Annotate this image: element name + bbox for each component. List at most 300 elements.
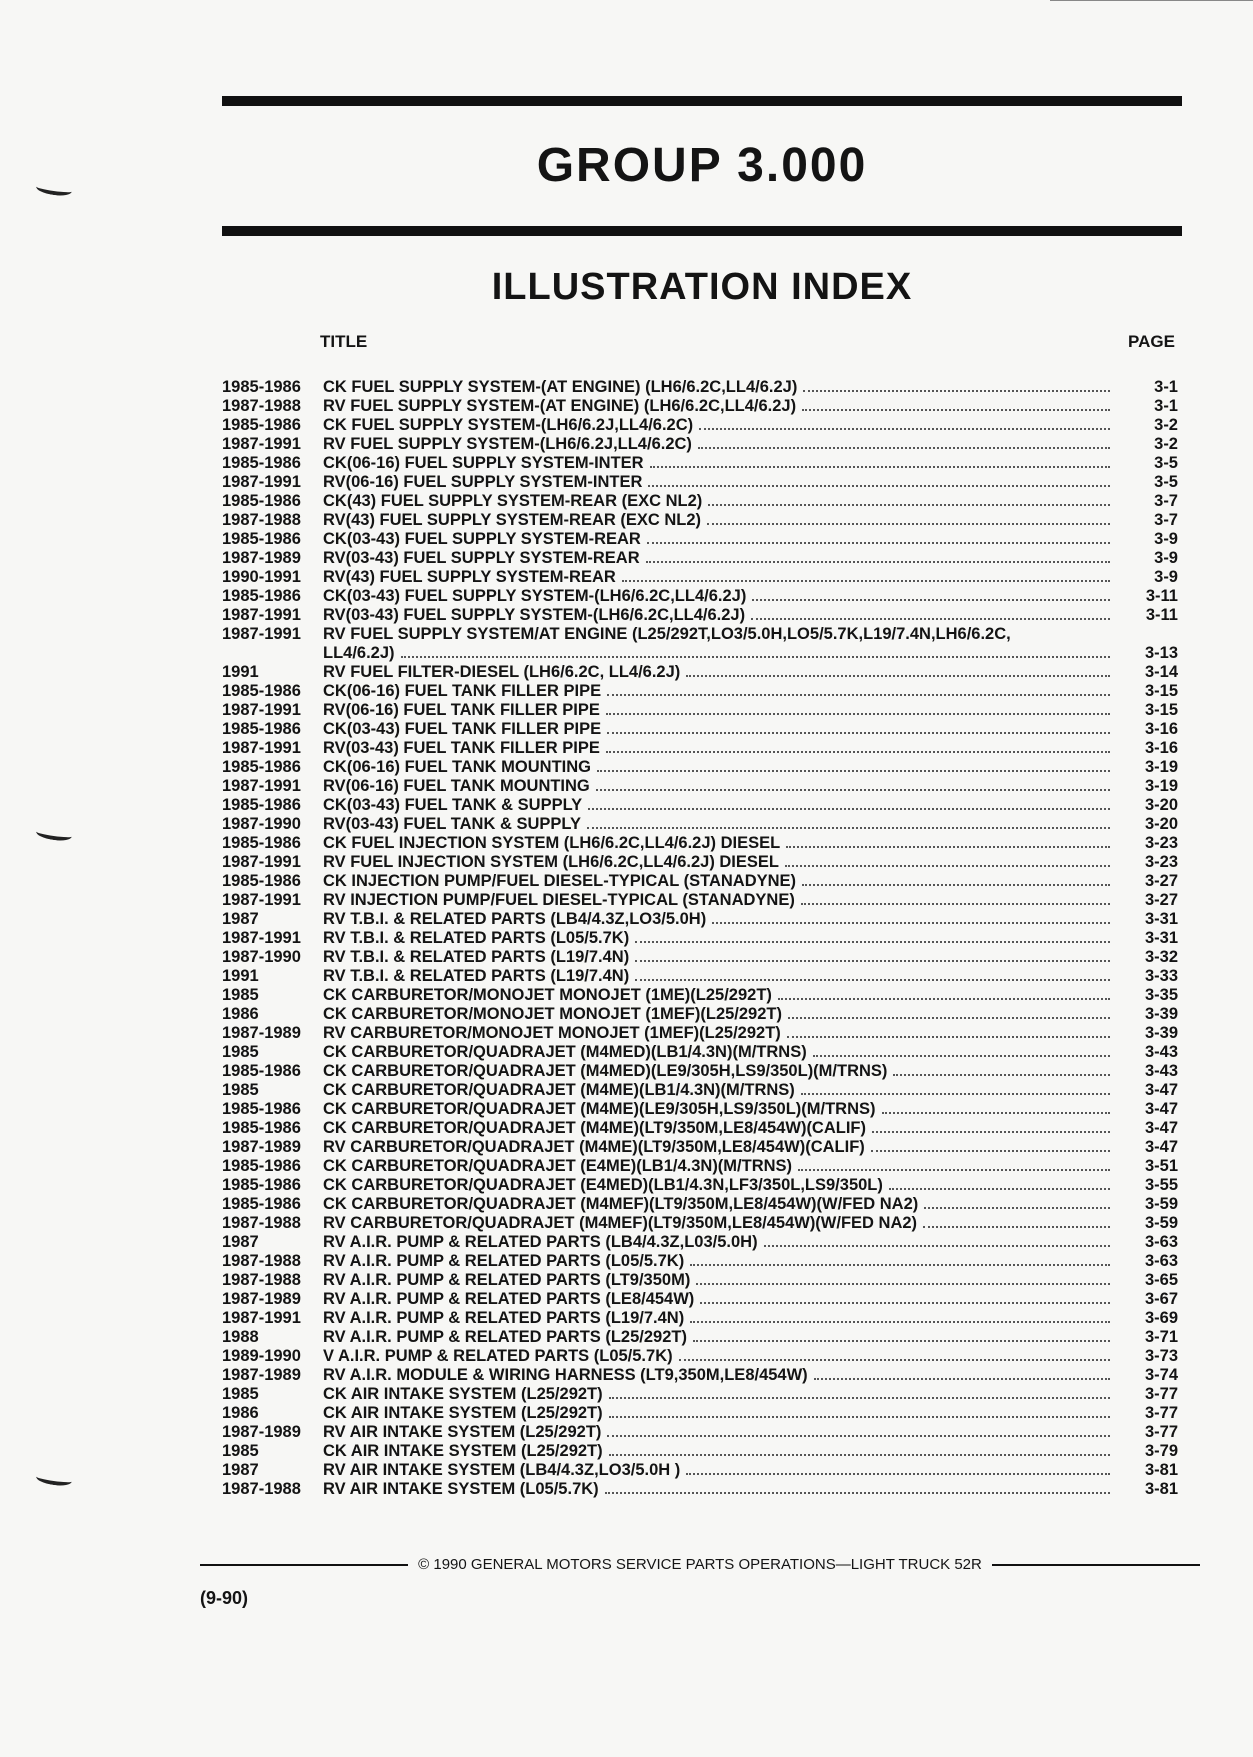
- entry-page: 3-15: [1144, 701, 1178, 719]
- entry-title: RV T.B.I. & RELATED PARTS (L19/7.4N): [323, 948, 630, 966]
- entry-title: CK CARBURETOR/QUADRAJET (M4ME)(LT9/350M,LE8/454W)(CALIF): [323, 1119, 867, 1137]
- index-entry: [222, 568, 1178, 587]
- dot-leader: [698, 446, 1110, 449]
- dot-leader: [606, 712, 1110, 715]
- index-entry: [222, 986, 1178, 1005]
- entry-year: 1987-1988: [222, 1480, 301, 1498]
- entry-page: 3-43: [1144, 1062, 1178, 1080]
- entry-page: 3-74: [1144, 1366, 1178, 1384]
- index-entries: [222, 378, 1178, 1499]
- dot-leader: [647, 541, 1110, 544]
- entry-page: 3-2: [1154, 435, 1178, 453]
- entry-page: 3-13: [1144, 644, 1178, 662]
- entry-page: 3-63: [1144, 1233, 1178, 1251]
- entry-title: CK(03-43) FUEL TANK FILLER PIPE: [323, 720, 602, 738]
- entry-page: 3-5: [1154, 473, 1178, 491]
- index-entry: [222, 891, 1178, 910]
- dot-leader: [607, 693, 1110, 696]
- dot-leader: [588, 807, 1110, 810]
- top-edge-line: [1050, 0, 1253, 1]
- entry-title: RV CARBURETOR/QUADRAJET (M4ME)(LT9/350M,LE8/454W)(CALIF): [323, 1138, 865, 1156]
- dot-leader: [622, 579, 1110, 582]
- entry-page: 3-77: [1144, 1385, 1178, 1403]
- entry-page: 3-59: [1144, 1195, 1178, 1213]
- dot-leader: [699, 427, 1110, 430]
- entry-page: 3-11: [1145, 606, 1178, 624]
- entry-year: 1985-1986: [222, 682, 301, 700]
- punch-hole-mark: [35, 826, 72, 843]
- entry-year: 1985-1986: [222, 1062, 301, 1080]
- entry-page: 3-2: [1154, 416, 1178, 434]
- index-entry: [222, 720, 1178, 739]
- entry-year: 1987-1989: [222, 1024, 301, 1042]
- entry-year: 1987: [222, 1461, 259, 1479]
- dot-leader: [872, 1130, 1110, 1133]
- index-entry: [222, 549, 1178, 568]
- dot-leader: [708, 503, 1110, 506]
- dot-leader: [605, 1491, 1110, 1494]
- entry-page: 3-19: [1144, 777, 1178, 795]
- entry-page: 3-16: [1144, 739, 1178, 757]
- entry-year: 1985-1986: [222, 492, 301, 510]
- entry-page: 3-31: [1144, 929, 1178, 947]
- entry-title: CK(03-43) FUEL SUPPLY SYSTEM-(LH6/6.2C,LL4/6.2J): [323, 587, 747, 605]
- entry-page: 3-14: [1144, 663, 1178, 681]
- index-entry: [222, 473, 1178, 492]
- entry-year: 1987-1991: [222, 701, 301, 719]
- index-entry: [222, 1461, 1178, 1480]
- index-entry: [222, 1480, 1178, 1499]
- entry-page: 3-7: [1154, 511, 1178, 529]
- entry-page: 3-16: [1144, 720, 1178, 738]
- entry-page: 3-9: [1154, 530, 1178, 548]
- dot-leader: [924, 1206, 1110, 1209]
- entry-year: 1989-1990: [222, 1347, 301, 1365]
- index-entry: [222, 1271, 1178, 1290]
- entry-title: RV FUEL FILTER-DIESEL (LH6/6.2C, LL4/6.2J): [323, 663, 681, 681]
- dot-leader: [803, 389, 1110, 392]
- index-entry: [222, 1081, 1178, 1100]
- entry-page: 3-63: [1144, 1252, 1178, 1270]
- dot-leader: [587, 826, 1110, 829]
- entry-title: RV AIR INTAKE SYSTEM (L05/5.7K): [323, 1480, 599, 1498]
- index-entry: [222, 948, 1178, 967]
- entry-page: 3-7: [1154, 492, 1178, 510]
- entry-title: CK CARBURETOR/QUADRAJET (M4ME)(LB1/4.3N)(M/TRNS): [323, 1081, 795, 1099]
- dot-leader: [609, 1453, 1110, 1456]
- entry-page: 3-11: [1145, 587, 1178, 605]
- entry-page: 3-51: [1144, 1157, 1178, 1175]
- dot-leader: [635, 978, 1110, 981]
- dot-leader: [690, 1320, 1110, 1323]
- footer-revision-code: (9-90): [200, 1588, 249, 1608]
- dot-leader: [802, 408, 1110, 411]
- column-header-title: TITLE: [320, 332, 368, 351]
- entry-title: CK(03-43) FUEL SUPPLY SYSTEM-REAR: [323, 530, 641, 548]
- entry-page: 3-35: [1144, 986, 1178, 1004]
- entry-year: 1985: [222, 1442, 259, 1460]
- entry-title: CK CARBURETOR/QUADRAJET (E4MED)(LB1/4.3N,LF3/350L,LS9/350L): [323, 1176, 883, 1194]
- index-entry: [222, 1404, 1178, 1423]
- entry-page: 3-81: [1144, 1480, 1178, 1498]
- footer-rule-right: [992, 1564, 1200, 1566]
- entry-title: CK CARBURETOR/MONOJET MONOJET (1MEF)(L25/292T): [323, 1005, 782, 1023]
- entry-page: 3-47: [1144, 1081, 1178, 1099]
- entry-title: RV A.I.R. PUMP & RELATED PARTS (LB4/4.3Z,L03/5.0H): [323, 1233, 758, 1251]
- dot-leader: [751, 617, 1110, 620]
- index-entry: [222, 853, 1178, 872]
- entry-title: CK CARBURETOR/QUADRAJET (M4MEF)(LT9/350M,LE8/454W)(W/FED NA2): [323, 1195, 919, 1213]
- entry-year: 1987-1988: [222, 397, 301, 415]
- entry-page: 3-47: [1144, 1100, 1178, 1118]
- entry-title-continued: LL4/6.2J): [323, 644, 395, 662]
- entry-title: CK FUEL SUPPLY SYSTEM-(AT ENGINE) (LH6/6.2C,LL4/6.2J): [323, 378, 798, 396]
- index-entry: [222, 739, 1178, 758]
- entry-page: 3-5: [1154, 454, 1178, 472]
- index-entry: [222, 1423, 1178, 1442]
- entry-year: 1987: [222, 1233, 259, 1251]
- dot-leader: [813, 1054, 1110, 1057]
- entry-title: CK(06-16) FUEL TANK FILLER PIPE: [323, 682, 602, 700]
- entry-year: 1985-1986: [222, 758, 301, 776]
- entry-title: RV(03-43) FUEL SUPPLY SYSTEM-(LH6/6.2C,LL4/6.2J): [323, 606, 746, 624]
- entry-page: 3-59: [1144, 1214, 1178, 1232]
- dot-leader: [778, 997, 1110, 1000]
- index-entry: [222, 625, 1178, 663]
- entry-title: RV A.I.R. PUMP & RELATED PARTS (L25/292T): [323, 1328, 687, 1346]
- entry-year: 1987-1988: [222, 1252, 301, 1270]
- dot-leader: [801, 1092, 1110, 1095]
- top-rule: [222, 96, 1182, 106]
- index-entry: [222, 1005, 1178, 1024]
- entry-page: 3-65: [1144, 1271, 1178, 1289]
- index-entry: [222, 1233, 1178, 1252]
- entry-year: 1985-1986: [222, 796, 301, 814]
- entry-title: CK(43) FUEL SUPPLY SYSTEM-REAR (EXC NL2): [323, 492, 703, 510]
- entry-title: RV CARBURETOR/MONOJET MONOJET (1MEF)(L25/292T): [323, 1024, 781, 1042]
- punch-hole-mark: [35, 181, 72, 198]
- entry-title: RV(43) FUEL SUPPLY SYSTEM-REAR: [323, 568, 616, 586]
- footer-rule-left: [200, 1564, 408, 1566]
- dot-leader: [646, 560, 1110, 563]
- dot-leader: [650, 465, 1110, 468]
- entry-page: 3-27: [1144, 891, 1178, 909]
- dot-leader: [607, 1434, 1110, 1437]
- index-entry: [222, 777, 1178, 796]
- index-entry: [222, 1195, 1178, 1214]
- entry-page: 3-9: [1154, 568, 1178, 586]
- entry-year: 1985-1986: [222, 1195, 301, 1213]
- index-entry: [222, 1309, 1178, 1328]
- entry-title: RV CARBURETOR/QUADRAJET (M4MEF)(LT9/350M,LE8/454W)(W/FED NA2): [323, 1214, 918, 1232]
- entry-title: CK CARBURETOR/MONOJET MONOJET (1ME)(L25/292T): [323, 986, 772, 1004]
- punch-hole-mark: [35, 1471, 72, 1488]
- entry-year: 1985: [222, 986, 259, 1004]
- dot-leader: [401, 655, 1110, 658]
- index-entry: [222, 815, 1178, 834]
- entry-year: 1987-1991: [222, 625, 301, 643]
- entry-page: 3-39: [1144, 1024, 1178, 1042]
- index-title: ILLUSTRATION INDEX: [491, 266, 913, 308]
- dot-leader: [788, 1016, 1110, 1019]
- dot-leader: [597, 769, 1110, 772]
- entry-year: 1987-1991: [222, 473, 301, 491]
- dot-leader: [609, 1396, 1110, 1399]
- dot-leader: [607, 731, 1110, 734]
- entry-year: 1987: [222, 910, 259, 928]
- entry-title: CK CARBURETOR/QUADRAJET (M4MED)(LE9/305H,LS9/350L)(M/TRNS): [323, 1062, 888, 1080]
- entry-year: 1987-1989: [222, 1138, 301, 1156]
- entry-title: CK INJECTION PUMP/FUEL DIESEL-TYPICAL (STANADYNE): [323, 872, 797, 890]
- entry-title: RV AIR INTAKE SYSTEM (LB4/4.3Z,LO3/5.0H ): [323, 1461, 681, 1479]
- dot-leader: [686, 1472, 1110, 1475]
- entry-page: 3-23: [1144, 853, 1178, 871]
- index-entry: [222, 1252, 1178, 1271]
- entry-year: 1987-1988: [222, 1214, 301, 1232]
- entry-page: 3-67: [1144, 1290, 1178, 1308]
- index-entry: [222, 872, 1178, 891]
- index-entry: [222, 758, 1178, 777]
- entry-page: 3-81: [1144, 1461, 1178, 1479]
- entry-title: RV T.B.I. & RELATED PARTS (LB4/4.3Z,LO3/5.0H): [323, 910, 707, 928]
- index-entry: [222, 1366, 1178, 1385]
- entry-title: RV(03-43) FUEL SUPPLY SYSTEM-REAR: [323, 549, 640, 567]
- index-entry: [222, 796, 1178, 815]
- entry-year: 1985-1986: [222, 834, 301, 852]
- index-entry: [222, 1043, 1178, 1062]
- entry-page: 3-27: [1144, 872, 1178, 890]
- footer: [200, 1556, 1200, 1573]
- dot-leader: [785, 864, 1110, 867]
- entry-title: CK AIR INTAKE SYSTEM (L25/292T): [323, 1404, 603, 1422]
- entry-title: RV T.B.I. & RELATED PARTS (L19/7.4N): [323, 967, 630, 985]
- entry-year: 1987-1990: [222, 815, 301, 833]
- index-entry: [222, 1100, 1178, 1119]
- entry-page: 3-9: [1154, 549, 1178, 567]
- index-entry: [222, 701, 1178, 720]
- dot-leader: [923, 1225, 1110, 1228]
- footer-copyright: © 1990 GENERAL MOTORS SERVICE PARTS OPERATIONS—LIGHT TRUCK 52R: [418, 1556, 982, 1573]
- entry-title: RV(03-43) FUEL TANK FILLER PIPE: [323, 739, 600, 757]
- dot-leader: [707, 522, 1110, 525]
- index-entry: [222, 1442, 1178, 1461]
- entry-year: 1987-1991: [222, 739, 301, 757]
- index-entry: [222, 1138, 1178, 1157]
- entry-year: 1985: [222, 1043, 259, 1061]
- entry-title: RV(06-16) FUEL TANK MOUNTING: [323, 777, 590, 795]
- entry-year: 1987-1991: [222, 606, 301, 624]
- dot-leader: [700, 1301, 1110, 1304]
- entry-year: 1985-1986: [222, 872, 301, 890]
- index-entry: [222, 530, 1178, 549]
- index-entry: [222, 682, 1178, 701]
- entry-year: 1985-1986: [222, 1100, 301, 1118]
- entry-title: RV INJECTION PUMP/FUEL DIESEL-TYPICAL (STANADYNE): [323, 891, 795, 909]
- entry-year: 1987-1989: [222, 1290, 301, 1308]
- entry-year: 1985-1986: [222, 720, 301, 738]
- index-entry: [222, 587, 1178, 606]
- index-entry: [222, 492, 1178, 511]
- index-entry: [222, 1385, 1178, 1404]
- entry-title: V A.I.R. PUMP & RELATED PARTS (L05/5.7K): [323, 1347, 673, 1365]
- index-entry: [222, 910, 1178, 929]
- entry-page: 3-69: [1144, 1309, 1178, 1327]
- middle-rule: [222, 226, 1182, 236]
- dot-leader: [814, 1377, 1110, 1380]
- entry-year: 1986: [222, 1404, 259, 1422]
- column-header-page: PAGE: [1128, 332, 1175, 351]
- entry-page: 3-20: [1144, 815, 1178, 833]
- entry-page: 3-47: [1144, 1138, 1178, 1156]
- entry-title: CK FUEL INJECTION SYSTEM (LH6/6.2C,LL4/6.2J) DIESEL: [323, 834, 781, 852]
- dot-leader: [801, 902, 1110, 905]
- entry-page: 3-19: [1144, 758, 1178, 776]
- entry-title: CK FUEL SUPPLY SYSTEM-(LH6/6.2J,LL4/6.2C): [323, 416, 694, 434]
- entry-page: 3-73: [1144, 1347, 1178, 1365]
- entry-title: CK(06-16) FUEL TANK MOUNTING: [323, 758, 591, 776]
- entry-year: 1985: [222, 1385, 259, 1403]
- dot-leader: [752, 598, 1110, 601]
- index-entry: [222, 1328, 1178, 1347]
- index-entry: [222, 435, 1178, 454]
- entry-year: 1985-1986: [222, 416, 301, 434]
- index-entry: [222, 663, 1178, 682]
- entry-year: 1987-1991: [222, 853, 301, 871]
- entry-page: 3-1: [1154, 378, 1178, 396]
- dot-leader: [696, 1282, 1110, 1285]
- entry-year: 1987-1991: [222, 891, 301, 909]
- entry-year: 1986: [222, 1005, 259, 1023]
- entry-title: RV(03-43) FUEL TANK & SUPPLY: [323, 815, 581, 833]
- entry-year: 1987-1988: [222, 511, 301, 529]
- entry-year: 1985-1986: [222, 1157, 301, 1175]
- entry-title: RV A.I.R. PUMP & RELATED PARTS (L19/7.4N): [323, 1309, 685, 1327]
- index-entry: [222, 1176, 1178, 1195]
- dot-leader: [635, 959, 1110, 962]
- index-entry: [222, 834, 1178, 853]
- entry-title: CK CARBURETOR/QUADRAJET (M4ME)(LE9/305H,LS9/350L)(M/TRNS): [323, 1100, 876, 1118]
- entry-year: 1991: [222, 663, 259, 681]
- entry-year: 1985-1986: [222, 454, 301, 472]
- entry-title: RV(06-16) FUEL SUPPLY SYSTEM-INTER: [323, 473, 643, 491]
- index-entry: [222, 511, 1178, 530]
- dot-leader: [798, 1168, 1110, 1171]
- entry-page: 3-20: [1144, 796, 1178, 814]
- entry-title: RV(43) FUEL SUPPLY SYSTEM-REAR (EXC NL2): [323, 511, 702, 529]
- entry-page: 3-39: [1144, 1005, 1178, 1023]
- entry-page: 3-79: [1144, 1442, 1178, 1460]
- index-entry: [222, 1024, 1178, 1043]
- entry-title: RV T.B.I. & RELATED PARTS (L05/5.7K): [323, 929, 630, 947]
- entry-year: 1987-1991: [222, 435, 301, 453]
- entry-title: RV A.I.R. PUMP & RELATED PARTS (LE8/454W): [323, 1290, 695, 1308]
- entry-page: 3-47: [1144, 1119, 1178, 1137]
- dot-leader: [787, 1035, 1110, 1038]
- entry-page: 3-43: [1144, 1043, 1178, 1061]
- entry-year: 1987-1991: [222, 777, 301, 795]
- entry-year: 1985-1986: [222, 530, 301, 548]
- entry-year: 1985-1986: [222, 587, 301, 605]
- dot-leader: [606, 750, 1110, 753]
- entry-title: RV(06-16) FUEL TANK FILLER PIPE: [323, 701, 600, 719]
- entry-title: CK AIR INTAKE SYSTEM (L25/292T): [323, 1385, 603, 1403]
- entry-page: 3-77: [1144, 1423, 1178, 1441]
- dot-leader: [648, 484, 1110, 487]
- dot-leader: [686, 674, 1110, 677]
- group-title: GROUP 3.000: [536, 139, 868, 192]
- entry-page: 3-31: [1144, 910, 1178, 928]
- entry-page: 3-23: [1144, 834, 1178, 852]
- dot-leader: [609, 1415, 1110, 1418]
- dot-leader: [690, 1263, 1110, 1266]
- entry-title: CK CARBURETOR/QUADRAJET (E4ME)(LB1/4.3N)(M/TRNS): [323, 1157, 793, 1175]
- entry-year: 1987-1991: [222, 1309, 301, 1327]
- entry-title: RV AIR INTAKE SYSTEM (L25/292T): [323, 1423, 602, 1441]
- index-entry: [222, 1347, 1178, 1366]
- entry-title: CK(03-43) FUEL TANK & SUPPLY: [323, 796, 583, 814]
- entry-year: 1988: [222, 1328, 259, 1346]
- entry-title: RV A.I.R. MODULE & WIRING HARNESS (LT9,350M,LE8/454W): [323, 1366, 808, 1384]
- index-entry: [222, 1290, 1178, 1309]
- dot-leader: [693, 1339, 1110, 1342]
- entry-page: 3-77: [1144, 1404, 1178, 1422]
- entry-year: 1990-1991: [222, 568, 301, 586]
- dot-leader: [802, 883, 1110, 886]
- entry-page: 3-55: [1144, 1176, 1178, 1194]
- entry-year: 1987-1991: [222, 929, 301, 947]
- entry-year: 1987-1988: [222, 1271, 301, 1289]
- index-entry: [222, 416, 1178, 435]
- dot-leader: [596, 788, 1110, 791]
- entry-page: 3-1: [1154, 397, 1178, 415]
- index-entry: [222, 454, 1178, 473]
- entry-title: RV FUEL INJECTION SYSTEM (LH6/6.2C,LL4/6.2J) DIESEL: [323, 853, 779, 871]
- entry-page: 3-32: [1144, 948, 1178, 966]
- entry-year: 1985-1986: [222, 1119, 301, 1137]
- index-entry: [222, 378, 1178, 397]
- entry-year: 1987-1989: [222, 549, 301, 567]
- entry-year: 1987-1989: [222, 1423, 301, 1441]
- entry-page: 3-71: [1144, 1328, 1178, 1346]
- entry-title: CK(06-16) FUEL SUPPLY SYSTEM-INTER: [323, 454, 644, 472]
- index-entry: [222, 397, 1178, 416]
- entry-page: 3-15: [1144, 682, 1178, 700]
- dot-leader: [889, 1187, 1110, 1190]
- dot-leader: [712, 921, 1110, 924]
- dot-leader: [635, 940, 1110, 943]
- index-entry: [222, 1157, 1178, 1176]
- dot-leader: [786, 845, 1110, 848]
- entry-year: 1991: [222, 967, 259, 985]
- index-entry: [222, 606, 1178, 625]
- entry-year: 1987-1990: [222, 948, 301, 966]
- index-entry: [222, 967, 1178, 986]
- entry-title: RV FUEL SUPPLY SYSTEM/AT ENGINE (L25/292T,LO3/5.0H,LO5/5.7K,L19/7.4N,LH6/6.2C,: [323, 625, 1011, 643]
- dot-leader: [882, 1111, 1110, 1114]
- dot-leader: [679, 1358, 1110, 1361]
- entry-title: RV FUEL SUPPLY SYSTEM-(AT ENGINE) (LH6/6.2C,LL4/6.2J): [323, 397, 797, 415]
- entry-year: 1985: [222, 1081, 259, 1099]
- entry-title: CK CARBURETOR/QUADRAJET (M4MED)(LB1/4.3N)(M/TRNS): [323, 1043, 807, 1061]
- entry-year: 1987-1989: [222, 1366, 301, 1384]
- entry-title: CK AIR INTAKE SYSTEM (L25/292T): [323, 1442, 603, 1460]
- index-entry: [222, 1062, 1178, 1081]
- entry-title: RV A.I.R. PUMP & RELATED PARTS (L05/5.7K): [323, 1252, 685, 1270]
- dot-leader: [764, 1244, 1110, 1247]
- entry-title: RV A.I.R. PUMP & RELATED PARTS (LT9/350M): [323, 1271, 691, 1289]
- index-entry: [222, 1214, 1178, 1233]
- entry-year: 1985-1986: [222, 378, 301, 396]
